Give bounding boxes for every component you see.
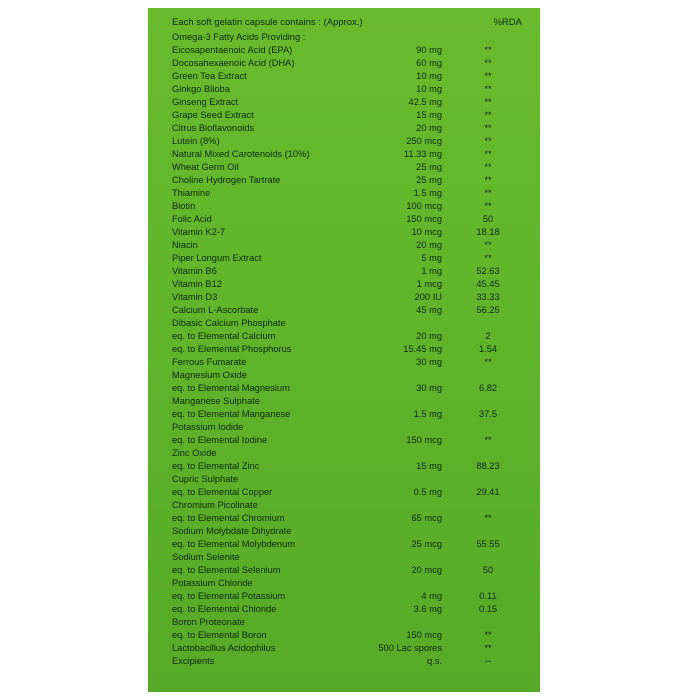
ingredient-rda: 56.25	[476, 305, 500, 315]
ingredient-name: Boron Proteonate	[172, 617, 245, 627]
ingredient-quantity: 65 mcg	[411, 513, 442, 523]
ingredient-quantity: 20 mg	[416, 331, 442, 341]
ingredient-name: Manganese Sulphate	[172, 396, 260, 406]
intro-text: Each soft gelatin capsule contains : (Approx.)	[172, 17, 363, 28]
ingredient-name: Vitamin D3	[172, 292, 218, 302]
ingredient-rda: **	[484, 58, 492, 68]
ingredient-row	[172, 226, 526, 239]
ingredient-row	[172, 629, 526, 642]
ingredient-row	[172, 70, 526, 83]
ingredient-name: eq. to Elemental Manganese	[172, 409, 291, 419]
ingredient-row	[172, 304, 526, 317]
ingredient-row	[172, 96, 526, 109]
ingredient-name: Excipients	[172, 656, 215, 666]
ingredient-name: eq. to Elemental Potassium	[172, 591, 286, 601]
rda-header: %RDA	[493, 17, 522, 28]
ingredient-row	[172, 499, 526, 512]
ingredient-rda: **	[484, 240, 492, 250]
ingredient-row	[172, 395, 526, 408]
ingredient-row	[172, 31, 526, 44]
ingredient-name: Vitamin B12	[172, 279, 222, 289]
ingredient-quantity: 42.5 mg	[408, 97, 442, 107]
ingredient-name: Choline Hydrogen Tartrate	[172, 175, 281, 185]
ingredient-rda: 88.23	[476, 461, 500, 471]
ingredient-row	[172, 213, 526, 226]
ingredient-rda: 52.63	[476, 266, 500, 276]
ingredient-row	[172, 83, 526, 96]
table-header	[172, 16, 522, 30]
ingredient-quantity: 150 mcg	[406, 435, 442, 445]
ingredient-row	[172, 642, 526, 655]
ingredient-rda: **	[484, 162, 492, 172]
ingredient-name: Potassium Chloride	[172, 578, 253, 588]
ingredient-row	[172, 421, 526, 434]
ingredient-name: eq. to Elemental Magnesium	[172, 383, 290, 393]
ingredient-rda: **	[484, 201, 492, 211]
ingredient-quantity: 4 mg	[421, 591, 442, 601]
ingredient-name: Lactobacillus Acidophilus	[172, 643, 276, 653]
ingredient-row	[172, 525, 526, 538]
ingredient-name: Citrus Bioflavonoids	[172, 123, 255, 133]
ingredient-rda: --	[484, 656, 492, 666]
ingredient-name: Thiamine	[172, 188, 211, 198]
ingredient-name: Cupric Sulphate	[172, 474, 239, 484]
ingredient-row	[172, 655, 526, 668]
ingredient-quantity: 250 mcg	[406, 136, 442, 146]
ingredient-name: Grape Seed Extract	[172, 110, 254, 120]
ingredient-name: Omega-3 Fatty Acids Providing :	[172, 32, 306, 42]
ingredient-rda: 2	[485, 331, 491, 341]
ingredient-quantity: 60 mg	[416, 58, 442, 68]
ingredient-name: Potassium Iodide	[172, 422, 244, 432]
ingredient-rda: 55.55	[476, 539, 500, 549]
ingredient-name: eq. to Elemental Zinc	[172, 461, 260, 471]
ingredient-row	[172, 265, 526, 278]
ingredient-name: Ginseng Extract	[172, 97, 239, 107]
ingredient-name: Wheat Germ Oil	[172, 162, 239, 172]
ingredient-row	[172, 551, 526, 564]
ingredient-row	[172, 460, 526, 473]
ingredient-quantity: 0.5 mg	[413, 487, 442, 497]
ingredient-rda: **	[484, 136, 492, 146]
ingredient-row	[172, 187, 526, 200]
ingredient-name: Chromium Picolinate	[172, 500, 258, 510]
ingredient-name: eq. to Elemental Chromium	[172, 513, 285, 523]
ingredient-rda: 37.5	[478, 409, 498, 419]
ingredient-name: Vitamin K2-7	[172, 227, 226, 237]
ingredient-rda: **	[484, 513, 492, 523]
ingredient-row	[172, 252, 526, 265]
ingredient-row	[172, 577, 526, 590]
ingredient-name: Ginkgo Biloba	[172, 84, 230, 94]
ingredient-rda: **	[484, 123, 492, 133]
ingredient-rda: 50	[482, 214, 494, 224]
ingredient-rda: 18.18	[476, 227, 500, 237]
ingredient-rda: **	[484, 110, 492, 120]
ingredient-row	[172, 538, 526, 551]
ingredient-name: eq. to Elemental Iodine	[172, 435, 268, 445]
ingredient-quantity: 25 mcg	[411, 539, 442, 549]
ingredient-name: Zinc Oxide	[172, 448, 217, 458]
ingredient-list	[172, 31, 526, 668]
ingredient-name: eq. to Elemental Molybdenum	[172, 539, 295, 549]
ingredient-quantity: 1.5 mg	[413, 409, 442, 419]
ingredient-rda: **	[484, 71, 492, 81]
ingredient-quantity: 90 mg	[416, 45, 442, 55]
ingredient-quantity: 10 mg	[416, 84, 442, 94]
ingredient-row	[172, 369, 526, 382]
ingredient-row	[172, 200, 526, 213]
ingredient-quantity: 20 mcg	[411, 565, 442, 575]
ingredient-rda: **	[484, 435, 492, 445]
ingredient-row	[172, 486, 526, 499]
ingredient-quantity: 45 mg	[416, 305, 442, 315]
ingredient-quantity: 1 mg	[421, 266, 442, 276]
ingredient-row	[172, 135, 526, 148]
ingredient-name: Ferrous Fumarate	[172, 357, 247, 367]
ingredient-quantity: q.s.	[427, 656, 442, 666]
ingredients-panel	[148, 8, 540, 692]
ingredient-rda: 0.15	[478, 604, 498, 614]
ingredient-rda: 6.82	[478, 383, 498, 393]
ingredient-rda: 0.11	[479, 591, 497, 601]
ingredient-name: Magnesium Oxide	[172, 370, 247, 380]
ingredient-rda: **	[484, 84, 492, 94]
ingredient-row	[172, 408, 526, 421]
ingredient-rda: 29.41	[476, 487, 500, 497]
ingredient-name: Vitamin B6	[172, 266, 217, 276]
ingredient-rda: **	[484, 97, 492, 107]
ingredient-name: Dibasic Calcium Phosphate	[172, 318, 286, 328]
ingredient-rda: **	[484, 45, 492, 55]
ingredient-quantity: 15.45 mg	[403, 344, 442, 354]
ingredient-row	[172, 174, 526, 187]
ingredient-row	[172, 291, 526, 304]
ingredient-quantity: 1 mcg	[416, 279, 442, 289]
ingredient-name: Folic Acid	[172, 214, 212, 224]
ingredient-quantity: 15 mg	[416, 110, 442, 120]
ingredient-row	[172, 57, 526, 70]
ingredient-quantity: 20 mg	[416, 123, 442, 133]
ingredient-row	[172, 109, 526, 122]
ingredient-name: Sodium Selenite	[172, 552, 240, 562]
ingredient-name: eq. to Elemental Phosphorus	[172, 344, 292, 354]
ingredient-quantity: 1.5 mg	[413, 188, 442, 198]
ingredient-rda: **	[484, 175, 492, 185]
ingredient-name: eq. to Elemental Chloride	[172, 604, 277, 614]
ingredient-quantity: 11.33 mg	[403, 149, 442, 159]
ingredient-quantity: 150 mcg	[406, 214, 442, 224]
ingredient-quantity: 100 mcg	[406, 201, 442, 211]
ingredient-quantity: 3.6 mg	[413, 604, 442, 614]
ingredient-row	[172, 616, 526, 629]
ingredient-row	[172, 317, 526, 330]
ingredient-row	[172, 44, 526, 57]
ingredient-name: Piper Longum Extract	[172, 253, 262, 263]
ingredient-row	[172, 278, 526, 291]
ingredient-quantity: 200 IU	[414, 292, 442, 302]
ingredient-rda: 45.45	[476, 279, 500, 289]
ingredient-row	[172, 447, 526, 460]
ingredient-name: Natural Mixed Carotenoids (10%)	[172, 149, 310, 159]
ingredient-row	[172, 603, 526, 616]
ingredient-row	[172, 161, 526, 174]
ingredient-rda: 1.54	[478, 344, 498, 354]
ingredient-name: Eicosapentaenoic Acid (EPA)	[172, 45, 293, 55]
ingredient-quantity: 15 mg	[416, 461, 442, 471]
ingredient-name: eq. to Elemental Selenium	[172, 565, 281, 575]
ingredient-name: Calcium L-Ascorbate	[172, 305, 259, 315]
ingredient-name: Sodium Molybdate Dihydrate	[172, 526, 292, 536]
ingredient-row	[172, 564, 526, 577]
ingredient-rda: **	[484, 630, 492, 640]
ingredient-row	[172, 343, 526, 356]
ingredient-row	[172, 512, 526, 525]
ingredient-quantity: 25 mg	[416, 175, 442, 185]
ingredient-quantity: 25 mg	[416, 162, 442, 172]
ingredient-quantity: 30 mg	[416, 383, 442, 393]
ingredient-row	[172, 382, 526, 395]
ingredient-rda: **	[484, 253, 492, 263]
ingredient-name: Lutein (8%)	[172, 136, 220, 146]
ingredient-row	[172, 148, 526, 161]
ingredient-rda: **	[484, 357, 492, 367]
ingredient-name: Niacin	[172, 240, 198, 250]
ingredient-row	[172, 434, 526, 447]
ingredient-row	[172, 590, 526, 603]
ingredient-quantity: 20 mg	[416, 240, 442, 250]
ingredient-quantity: 30 mg	[416, 357, 442, 367]
ingredient-name: eq. to Elemental Boron	[172, 630, 267, 640]
ingredient-row	[172, 330, 526, 343]
ingredient-name: eq. to Elemental Calcium	[172, 331, 276, 341]
ingredient-quantity: 150 mcg	[406, 630, 442, 640]
ingredient-name: Docosahexaenoic Acid (DHA)	[172, 58, 295, 68]
ingredient-quantity: 500 Lac spores	[378, 643, 442, 653]
ingredient-name: eq. to Elemental Copper	[172, 487, 273, 497]
ingredient-quantity: 10 mcg	[411, 227, 442, 237]
ingredient-quantity: 10 mg	[416, 71, 442, 81]
ingredient-row	[172, 356, 526, 369]
ingredient-name: Biotin	[172, 201, 196, 211]
ingredient-quantity: 5 mg	[421, 253, 442, 263]
ingredient-rda: **	[484, 149, 492, 159]
ingredient-row	[172, 122, 526, 135]
ingredient-row	[172, 239, 526, 252]
ingredient-rda: **	[484, 188, 492, 198]
ingredient-rda: 50	[482, 565, 494, 575]
ingredient-name: Green Tea Extract	[172, 71, 247, 81]
ingredient-row	[172, 473, 526, 486]
ingredient-rda: 33.33	[476, 292, 500, 302]
ingredient-rda: **	[484, 643, 492, 653]
